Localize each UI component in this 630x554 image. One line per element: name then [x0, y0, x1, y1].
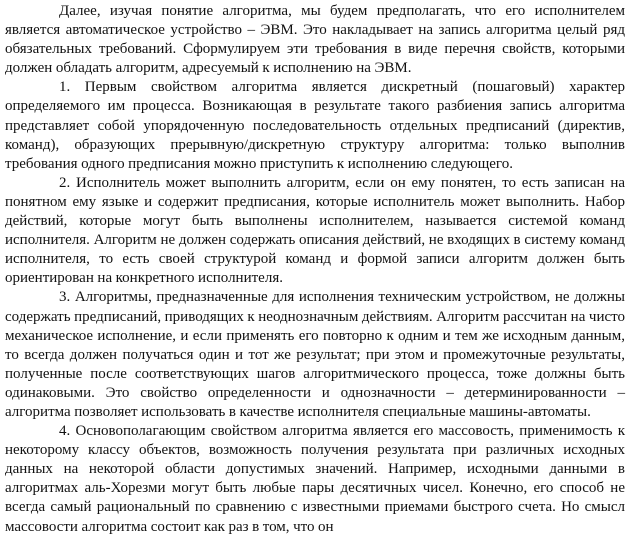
property-1-paragraph: 1. Первым свойством алгоритма является дискретный (пошаговый) характер определяемого им процесса. Возникающая в результате такого разбиения запись алгоритма представляет собой упорядоченную последовательность отдельных предписаний (директив, команд), образующих прерывную/дискретную структуру алгоритма: только выполнив требования одного предписания можно приступить к исполнению следующего.: [5, 79, 625, 172]
property-2-paragraph: 2. Исполнитель может выполнить алгоритм, если он ему понятен, то есть записан на понятном ему языке и содержит предписания, которые исполнитель может выполнить. Набор действий, которые могут быть выполнены исполнителем, называется системой команд исполнителя. Алгоритм не должен содержать описания действий, не входящих в систему команд исполнителя, то есть своей структурой команд и формой записи алгоритм должен быть ориентирован на конкретного исполнителя.: [5, 174, 625, 287]
property-4-paragraph: 4. Основополагающим свойством алгоритма является его массовость, применимость к некоторому классу объектов, возможность получения результата при различных исходных данных на некоторой области допустимых значений. Например, исходными данными в алгоритмах аль-Хорезми могут быть любые пары десятичных чисел. Конечно, его способ не всегда самый рациональный по сравнению с известными приемами быстрого счета. Но смысл массовости алгоритма состоит как раз в том, что он: [5, 423, 625, 535]
property-3-paragraph: 3. Алгоритмы, предназначенные для исполнения техническим устройством, не должны содержать предписаний, приводящих к неоднозначным действиям. Алгоритм рассчитан на чисто механическое исполнение, и если применять его повторно к одним и тем же исходным данным, то всегда должен получаться один и тот же результат; при этом и промежуточные результаты, полученные после соответствующих шагов алгоритмического процесса, тоже должны быть одинаковыми. Это свойство определенности и однозначности – детерминированности – алгоритма позволяет использовать в качестве исполнителя специальные машины-автоматы.: [5, 289, 625, 420]
intro-paragraph: Далее, изучая понятие алгоритма, мы будем предполагать, что его исполнителем является автоматическое устройство – ЭВМ. Это накладывает на запись алгоритма целый ряд обязательных требований. Сформулируем эти требования в виде перечня свойств, которыми должен обладать алгоритм, адресуемый к исполнению на ЭВМ.: [5, 3, 625, 77]
